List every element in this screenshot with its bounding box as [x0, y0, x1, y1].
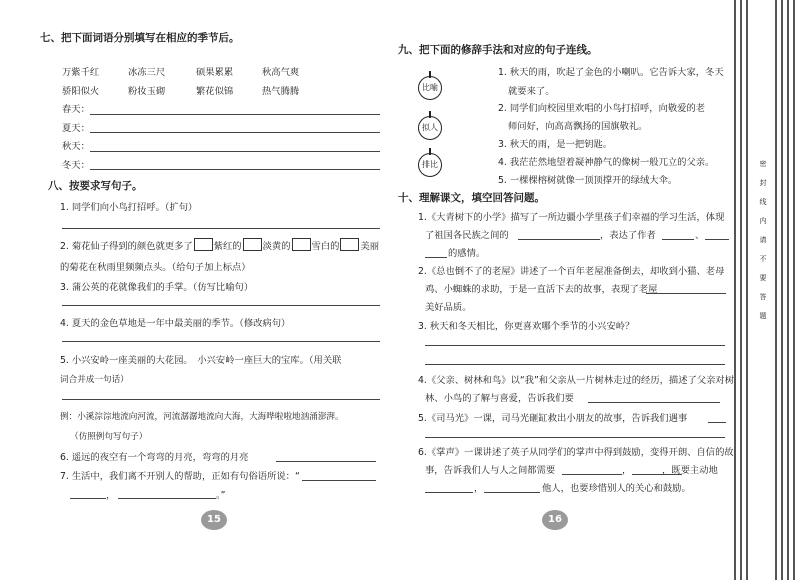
season-summer: 夏天： — [62, 123, 90, 134]
word: 骄阳似火 — [62, 86, 100, 97]
text: 淡黄的 — [262, 241, 291, 252]
punct: ， — [474, 483, 484, 494]
word: 冰冻三尺 — [128, 67, 166, 78]
q8-item-3: 3. 蒲公英的花就像我们的手掌。（仿写比喻句） — [60, 282, 254, 293]
q8-example: 例：小溪淙淙地流向河流，河流潺潺地流向大海，大海哗啦啦地汹涌澎湃。 — [60, 412, 344, 422]
q9-item-cont: 师问好，向高高飘扬的国旗敬礼。 — [508, 121, 648, 132]
punct-box[interactable] — [243, 238, 262, 251]
stripe-line — [746, 0, 748, 580]
answer-line[interactable] — [425, 364, 725, 365]
word: 秋高气爽 — [262, 67, 300, 78]
q8-example-hint: （仿照例句写句子） — [70, 432, 148, 442]
stripe-line — [740, 0, 742, 580]
apple-badge-simile[interactable] — [418, 76, 442, 100]
answer-line[interactable] — [425, 492, 473, 493]
answer-line[interactable] — [705, 239, 729, 240]
text: 雪白的 — [311, 241, 340, 252]
word: 万紫千红 — [62, 67, 100, 78]
text: 紫红的 — [213, 241, 242, 252]
seal-char: 不 — [759, 255, 767, 263]
q8-item-7: 7. 生活中，我们离不开别人的帮助，正如有句俗语所说：“ — [60, 471, 300, 482]
seal-char: 密 — [759, 160, 767, 168]
apple-stem-icon — [429, 111, 431, 118]
q8-title: 八、按要求写句子。 — [48, 180, 143, 192]
q8-item-5-cont: 词合并成一句话） — [60, 375, 129, 385]
badge-label: 排比 — [422, 160, 438, 169]
q9-item[interactable]: 2. 同学们向校园里欢唱的小鸟打招呼，向敬爱的老 — [498, 103, 706, 114]
answer-line[interactable] — [302, 480, 376, 481]
q10-item-5: 5.《司马光》一课，司马光砸缸救出小朋友的故事，告诉我们遇事 — [418, 413, 688, 424]
answer-line[interactable] — [425, 257, 447, 258]
q10-item-2: 2.《总也倒不了的老屋》讲述了一个百年老屋准备倒去，却收到小猫、老母 — [418, 266, 725, 277]
q10-item-6: 6.《掌声》一课讲述了英子从同学们的掌声中得到鼓励，变得开朗、自信的故 — [418, 447, 734, 458]
seal-char: 封 — [759, 179, 767, 187]
word: 热气腾腾 — [262, 86, 300, 97]
answer-line[interactable] — [90, 132, 380, 133]
answer-line[interactable] — [62, 399, 380, 400]
seal-line-notice — [756, 155, 770, 326]
q10-title: 十、理解课文，填空回答问题。 — [398, 192, 545, 204]
seal-char: 线 — [759, 198, 767, 206]
q8-item-5: 5. 小兴安岭一座美丽的大花园。 小兴安岭一座巨大的宝库。（用关联 — [60, 355, 342, 366]
stripe-line — [793, 0, 795, 580]
punct: ， — [622, 465, 632, 476]
badge-label: 拟人 — [422, 123, 438, 132]
q9-item[interactable]: 1. 秋天的雨，吹起了金色的小喇叭。它告诉大家，冬天 — [498, 67, 724, 78]
seal-char: 题 — [759, 312, 767, 320]
answer-line[interactable] — [662, 239, 694, 240]
answer-line[interactable] — [90, 169, 380, 170]
q8-item-2 — [60, 238, 379, 252]
q10-item-4: 4.《父亲、树林和鸟》以“我”和父亲从一片树林走过的经历，描述了父亲对树 — [418, 375, 735, 386]
answer-line[interactable] — [518, 239, 600, 240]
punct: ， — [106, 490, 116, 501]
q10-item-1-cont: ，表达了作者 — [600, 230, 656, 241]
seal-char: 要 — [759, 274, 767, 282]
apple-stem-icon — [429, 148, 431, 155]
q10-item-6-end: 他人，也要珍惜别人的关心和鼓励。 — [542, 483, 691, 494]
answer-line[interactable] — [62, 228, 380, 229]
q9-title: 九、把下面的修辞手法和对应的句子连线。 — [398, 44, 598, 56]
text: 美丽 — [360, 241, 380, 252]
answer-line[interactable] — [62, 305, 380, 306]
seal-char: 内 — [759, 217, 767, 225]
q10-item-6-cont: 事，告诉我们人与人之间都需要 — [425, 465, 556, 476]
word: 粉妆玉砌 — [128, 86, 166, 97]
q10-item-1-cont: 了祖国各民族之间的 — [425, 230, 509, 241]
q10-item-6-cont: ，既要主动地 — [662, 465, 718, 476]
q9-item[interactable]: 4. 我茫茫然地望着凝神静气的像树一般兀立的父亲。 — [498, 157, 715, 168]
apple-stem-icon — [429, 71, 431, 78]
q10-item-1-end: 的感情。 — [448, 248, 486, 259]
stripe-line — [781, 0, 783, 580]
season-spring: 春天： — [62, 104, 90, 115]
seal-char: 答 — [759, 293, 767, 301]
punct: 。” — [216, 490, 226, 501]
answer-line[interactable] — [70, 498, 106, 499]
stripe-line — [787, 0, 789, 580]
q8-item-1: 1. 同学们向小鸟打招呼。（扩句） — [60, 202, 198, 213]
punct: 、 — [695, 230, 705, 241]
punct-box[interactable] — [292, 238, 311, 251]
answer-line[interactable] — [588, 402, 720, 403]
answer-line[interactable] — [425, 437, 725, 438]
q8-item-4: 4. 夏天的金色草地是一年中最美丽的季节。（修改病句） — [60, 318, 291, 329]
answer-line[interactable] — [425, 345, 725, 346]
season-autumn: 秋天： — [62, 141, 90, 152]
apple-badge-parallelism[interactable] — [418, 153, 442, 177]
q10-item-2-end: 美好品质。 — [425, 302, 472, 313]
word: 繁花似锦 — [196, 86, 234, 97]
page-number: 15 — [201, 510, 227, 530]
stripe-line — [775, 0, 777, 580]
left-page — [0, 0, 385, 580]
q7-title: 七、把下面词语分别填写在相应的季节后。 — [40, 32, 240, 44]
apple-badge-personification[interactable] — [418, 116, 442, 140]
answer-line[interactable] — [276, 461, 376, 462]
right-page — [390, 0, 735, 580]
q10-item-1: 1.《大青树下的小学》描写了一所边疆小学里孩子们幸福的学习生活，体现 — [418, 212, 725, 223]
answer-line[interactable] — [484, 492, 540, 493]
punct-box[interactable] — [194, 238, 213, 251]
answer-line[interactable] — [708, 422, 726, 423]
q8-item-6: 6. 遥远的夜空有一个弯弯的月亮，弯弯的月亮 — [60, 452, 249, 463]
text: 2. 菊花仙子得到的颜色就更多了 — [60, 241, 193, 252]
q10-item-4-cont: 林、小鸟的了解与喜爱，告诉我们要 — [425, 393, 574, 404]
answer-line[interactable] — [562, 474, 622, 475]
seal-char: 请 — [759, 236, 767, 244]
season-winter: 冬天： — [62, 160, 90, 171]
q9-item[interactable]: 3. 秋天的雨，是一把钥匙。 — [498, 139, 613, 150]
answer-line[interactable] — [90, 114, 380, 115]
answer-line[interactable] — [646, 293, 726, 294]
q10-item-3: 3. 秋天和冬天相比，你更喜欢哪个季节的小兴安岭？ — [418, 321, 635, 332]
q8-item-2-cont: 的菊花在秋雨里频频点头。（给句子加上标点） — [60, 262, 251, 273]
q10-item-2-cont: 鸡、小蜘蛛的求助，于是一直活下去的故事，表现了老屋 — [425, 284, 658, 295]
word: 硕果累累 — [196, 67, 234, 78]
stripe-line — [734, 0, 736, 580]
q9-item[interactable]: 5. 一棵棵榕树就像一顶顶撑开的绿绒大伞。 — [498, 175, 678, 186]
answer-line[interactable] — [90, 151, 380, 152]
page-number: 16 — [542, 510, 568, 530]
answer-line[interactable] — [118, 498, 216, 499]
badge-label: 比喻 — [422, 83, 438, 92]
q9-item-cont: 就要来了。 — [508, 86, 555, 97]
answer-line[interactable] — [62, 341, 380, 342]
punct-box[interactable] — [340, 238, 359, 251]
